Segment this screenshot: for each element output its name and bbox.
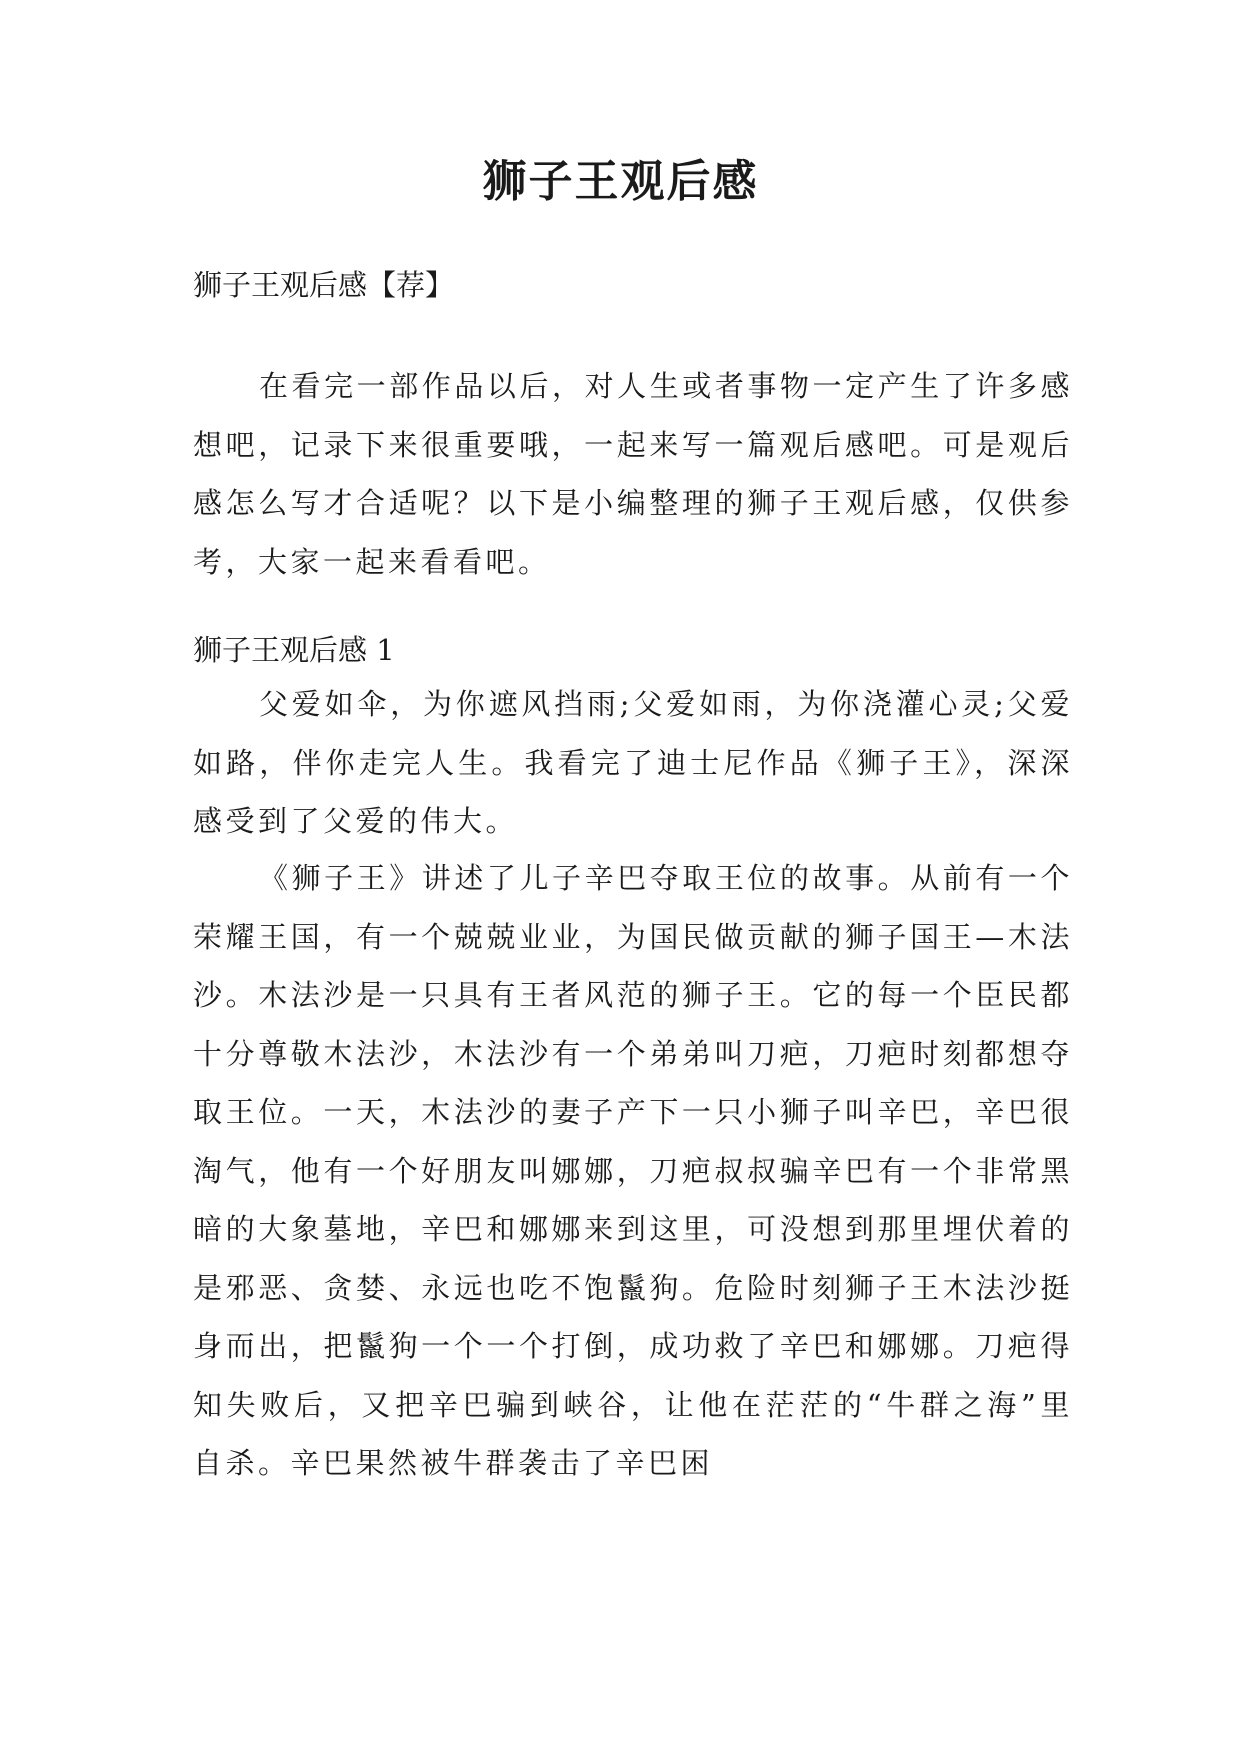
document-title: 狮子王观后感 <box>482 156 759 207</box>
intro-paragraph: 在看完一部作品以后，对人生或者事物一定产生了许多感想吧，记录下来很重要哦，一起来写一篇观后感吧。可是观后感怎么写才合适呢？以下是小编整理的狮子王观后感，仅供参考，大家一起来看看吧。 <box>193 369 1073 579</box>
section-1-paragraph-1: 父爱如伞，为你遮风挡雨;父爱如雨，为你浇灌心灵;父爱如路，伴你走完人生。我看完了迪士尼作品《狮子王》，深深感受到了父爱的伟大。 <box>193 687 1073 838</box>
section-1-heading: 狮子王观后感 1 <box>193 633 395 667</box>
document-subtitle: 狮子王观后感【荐】 <box>193 268 455 302</box>
section-1-paragraph-2: 《狮子王》讲述了儿子辛巴夺取王位的故事。从前有一个荣耀王国，有一个兢兢业业，为国民做贡献的狮子国王—木法沙。木法沙是一只具有王者风范的狮子王。它的每一个臣民都十分尊敬木法沙，木法沙有一个弟弟叫刀疤，刀疤时刻都想夺取王位。一天，木法沙的妻子产下一只小狮子叫辛巴，辛巴很淘气，他有一个好朋友叫娜娜，刀疤叔叔骗辛巴有一个非常黑暗的大象墓地，辛巴和娜娜来到这里，可没想到那里埋伏着的是邪恶、贪婪、永远也吃不饱鬣狗。危险时刻狮子王木法沙挺身而出，把鬣狗一个一个打倒，成功救了辛巴和娜娜。刀疤得知失败后，又把辛巴骗到峡谷，让他在茫茫的“牛群之海”里自杀。辛巴果然被牛群袭击了辛巴困 <box>193 861 1073 1480</box>
